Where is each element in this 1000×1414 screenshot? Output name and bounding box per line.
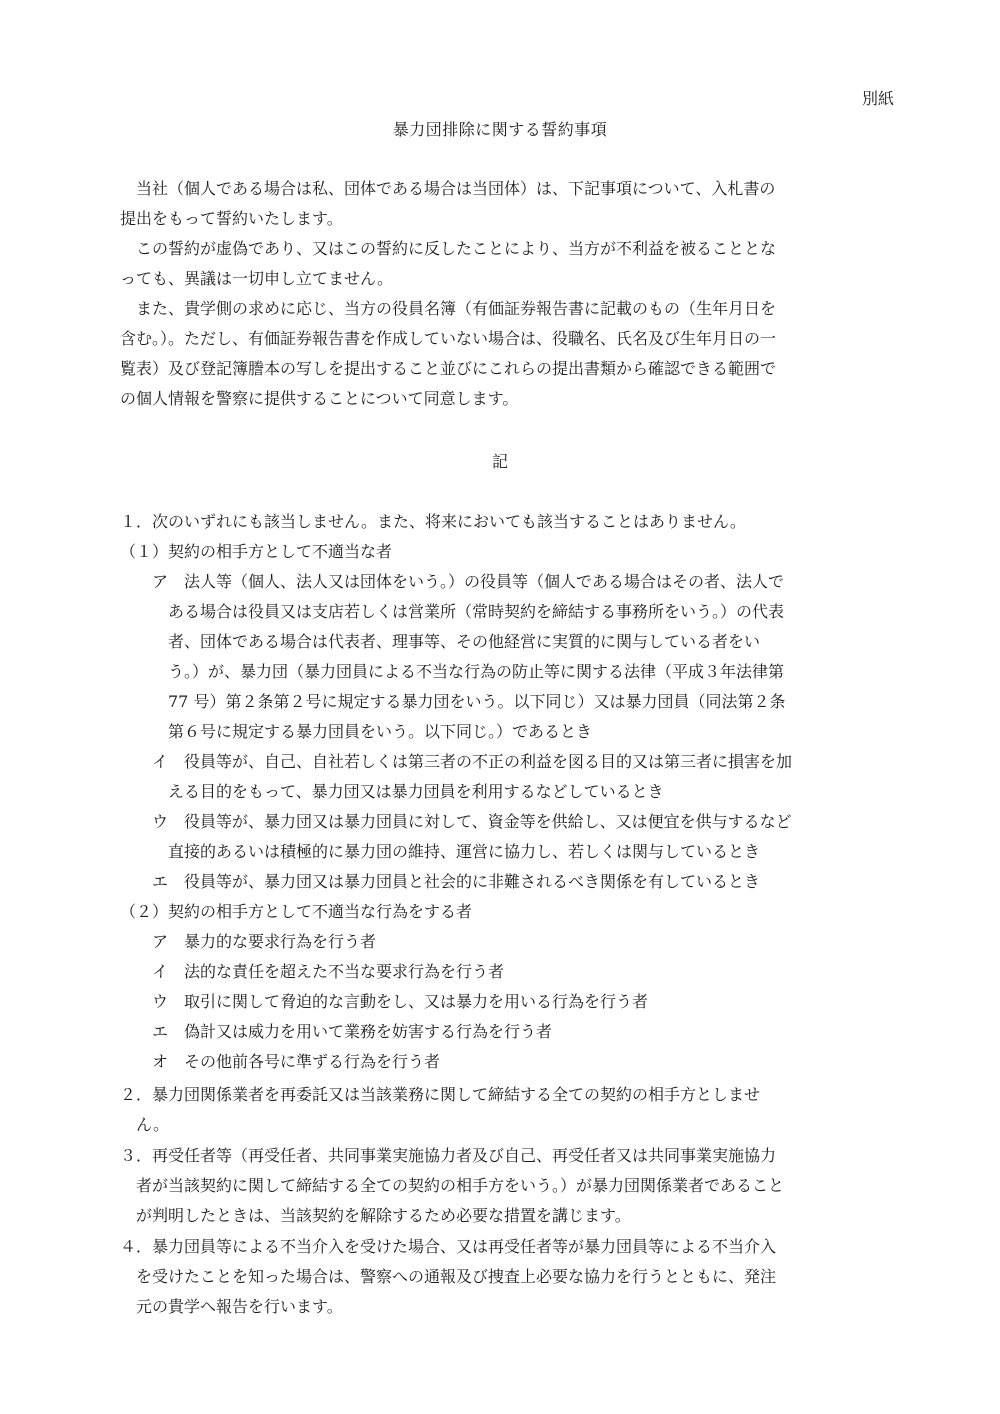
intro-line: 覧表）及び登記簿謄本の写しを提出すること並びにこれらの提出書類から確認できる範囲で [120,359,777,378]
item-line: イ 法的な責任を超えた不当な要求行為を行う者 [120,962,505,981]
item-line: ウ 役員等が、暴力団又は暴力団員に対して、資金等を供給し、又は便宜を供与するなど [120,812,792,831]
item-line: ア 法人等（個人、法人又は団体をいう。）の役員等（個人である場合はその者、法人で [120,572,785,591]
item-line: ウ 取引に関して脅迫的な言動をし、又は暴力を用いる行為を行う者 [120,992,649,1011]
item-line: ん。 [120,1115,169,1134]
item-line: イ 役員等が、自己、自社若しくは第三者の不正の利益を図る目的又は第三者に損害を加 [120,752,793,771]
intro-line: 当社（個人である場合は私、団体である場合は当団体）は、下記事項について、入札書の [120,179,776,198]
item-line: オ その他前各号に準ずる行為を行う者 [120,1052,441,1071]
item-line: （１）契約の相手方として不適当な者 [120,542,393,561]
item-line: ２．暴力団関係業者を再委託又は当該業務に関して締結する全ての契約の相手方としませ [120,1085,761,1104]
item-line: える目的をもって、暴力団又は暴力団員を利用するなどしているとき [120,782,664,801]
item-line: を受けたことを知った場合は、警察への通報及び捜査上必要な協力を行うとともに、発注 [120,1267,777,1286]
ki-heading: 記 [491,452,508,471]
item-line: １．次のいずれにも該当しません。また、将来においても該当することはありません。 [120,512,746,531]
item-line: （２）契約の相手方として不適当な行為をする者 [120,902,473,921]
item-line: ３．再受任者等（再受任者、共同事業実施協力者及び自己、再受任者又は共同事業実施協力 [120,1146,777,1165]
item-line: 元の貴学へ報告を行います。 [120,1297,343,1316]
item-line: ４．暴力団員等による不当介入を受けた場合、又は再受任者等が暴力団員等による不当介入 [120,1237,777,1256]
item-line: ある場合は役員又は支店若しくは営業所（常時契約を締結する事務所をいう。）の代表 [120,602,785,621]
item-line: が判明したときは、当該契約を解除するため必要な措置を講じます。 [120,1206,631,1225]
item-line: ア 暴力的な要求行為を行う者 [120,932,377,951]
intro-line: の個人情報を警察に提供することについて同意します。 [120,389,519,408]
item-line: 者が当該契約に関して締結する全ての契約の相手方をいう。）が暴力団関係業者であること [120,1176,785,1195]
item-line: エ 役員等が、暴力団又は暴力団員と社会的に非難されるべき関係を有しているとき [120,872,761,891]
item-line: 第６号に規定する暴力団員をいう。以下同じ。）であるとき [120,722,593,741]
annex-label: 別紙 [861,89,894,108]
intro-line: この誓約が虚偽であり、又はこの誓約に反したことにより、当方が不利益を被ることとな [120,239,777,258]
item-line: 直接的あるいは積極的に暴力団の維持、運営に協力し、若しくは関与しているとき [120,842,761,861]
item-line: 者、団体である場合は代表者、理事等、その他経営に実質的に関与している者をい [120,632,761,651]
item-line: 77 号）第２条第２号に規定する暴力団をいう。以下同じ）又は暴力団員（同法第２条 [120,692,786,711]
document-title: 暴力団排除に関する誓約事項 [392,120,608,139]
intro-line: 提出をもって誓約いたします。 [120,209,343,228]
item-line: エ 偽計又は威力を用いて業務を妨害する行為を行う者 [120,1022,553,1041]
intro-line: っても、異議は一切申し立てません。 [120,269,393,288]
item-line: う。）が、暴力団（暴力団員による不当な行為の防止等に関する法律（平成３年法律第 [120,662,785,681]
intro-line: また、貴学側の求めに応じ、当方の役員名簿（有価証券報告書に記載のもの（生年月日を [120,299,777,318]
intro-line: 含む。）。ただし、有価証券報告書を作成していない場合は、役職名、氏名及び生年月日の一 [120,329,777,348]
